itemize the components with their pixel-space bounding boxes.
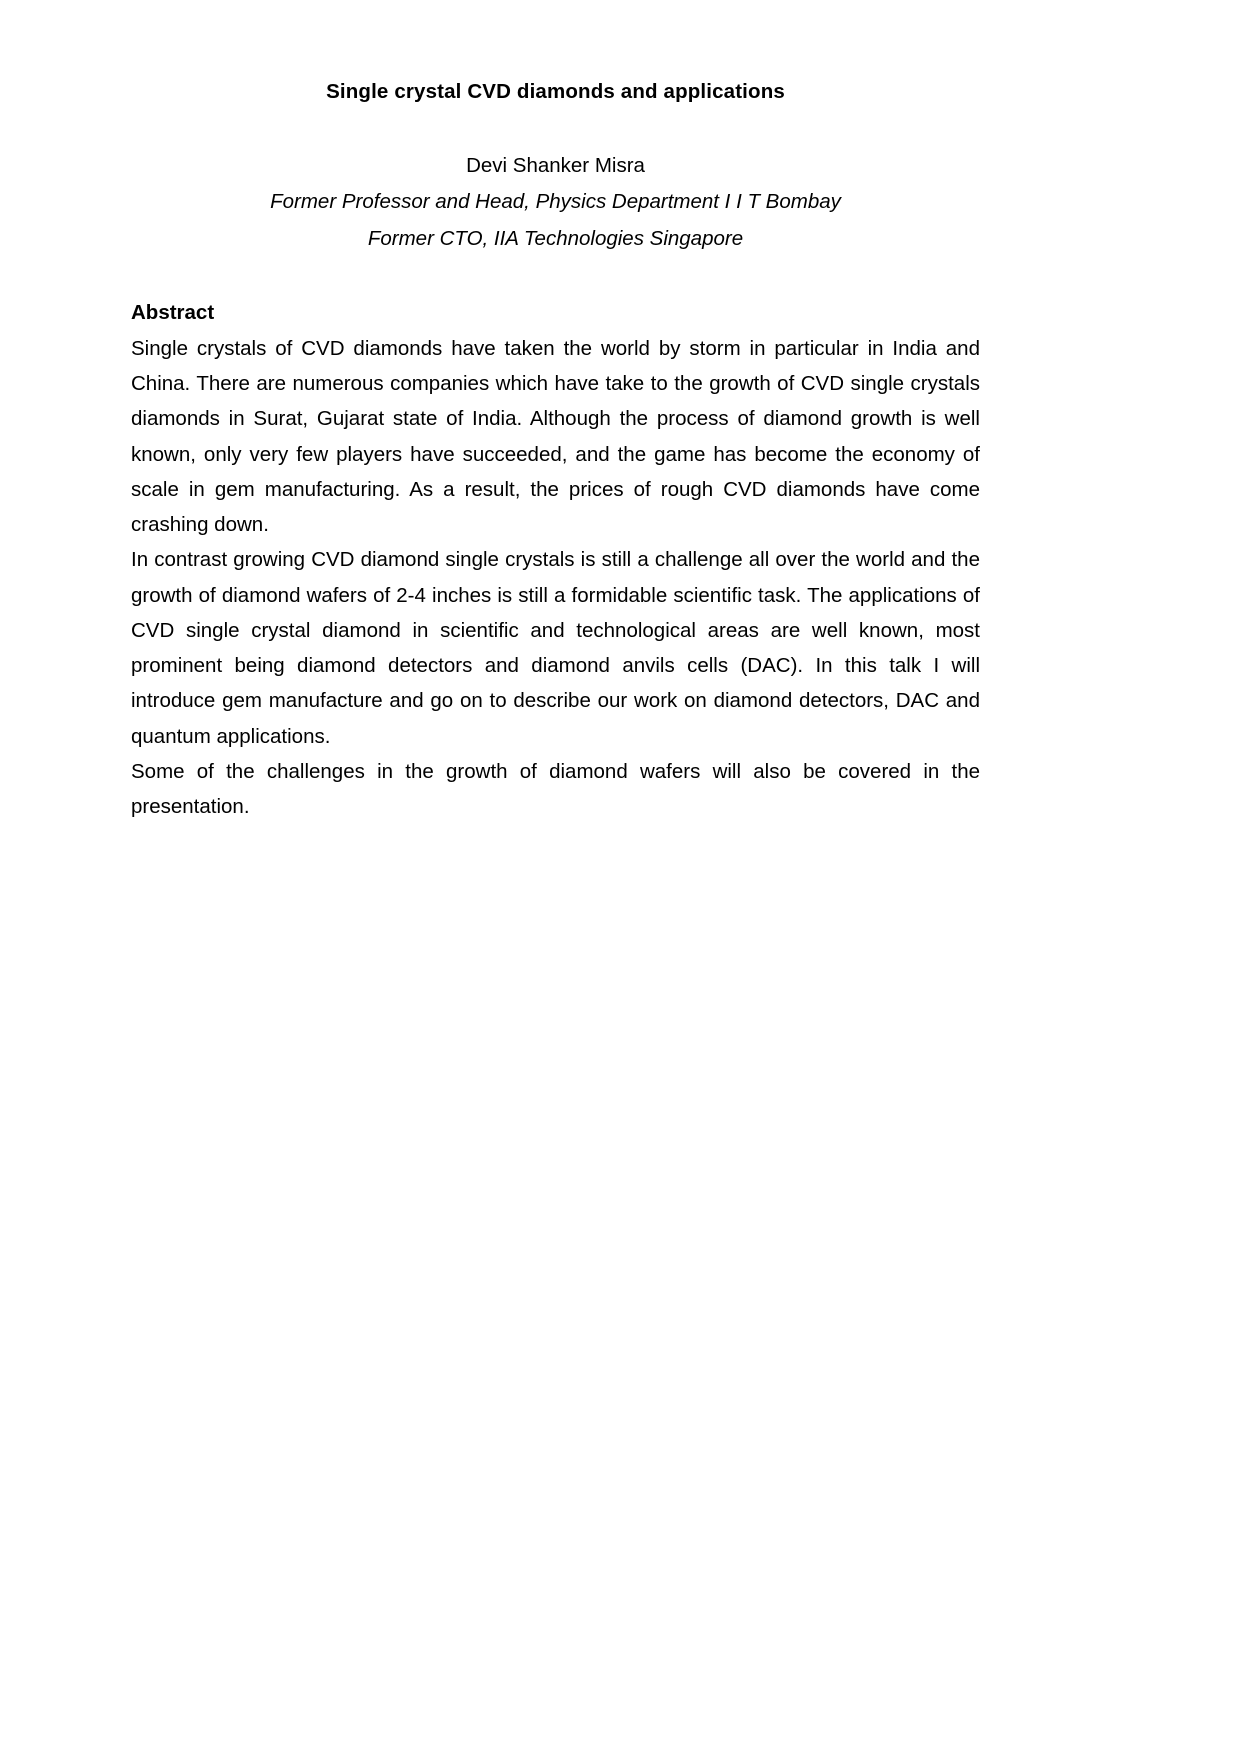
author-name: Devi Shanker Misra — [466, 153, 645, 177]
abstract-paragraph-1: Single crystals of CVD diamonds have taken the world by storm in particular in India and China. There are numerous companies which have take to the growth of CVD single crystals diamonds in Surat, Gujarat state of India. Although the process of diamond growth is well known, only very few players have succeeded, and the game has become the economy of scale in gem manufacturing. As a result, the prices of rough CVD diamonds have come crashing down. — [131, 336, 980, 537]
document-content — [131, 0, 980, 824]
abstract-paragraph-2: In contrast growing CVD diamond single crystals is still a challenge all over the world and the growth of diamond wafers of 2-4 inches is still a formidable scientific task. The applications of CVD single crystal diamond in scientific and technological areas are well known, most prominent being diamond detectors and diamond anvils cells (DAC). In this talk I will introduce gem manufacture and go on to describe our work on diamond detectors, DAC and quantum applications. — [131, 548, 980, 748]
page-title: Single crystal CVD diamonds and applications — [326, 80, 785, 103]
abstract-heading: Abstract — [131, 301, 215, 325]
author-affiliation-1: Former Professor and Head, Physics Department I I T Bombay — [270, 190, 841, 214]
author-affiliation-2: Former CTO, IIA Technologies Singapore — [367, 226, 744, 250]
author-block — [131, 148, 980, 257]
abstract-paragraph-3: Some of the challenges in the growth of diamond wafers will also be covered in the presentation. — [131, 759, 980, 819]
